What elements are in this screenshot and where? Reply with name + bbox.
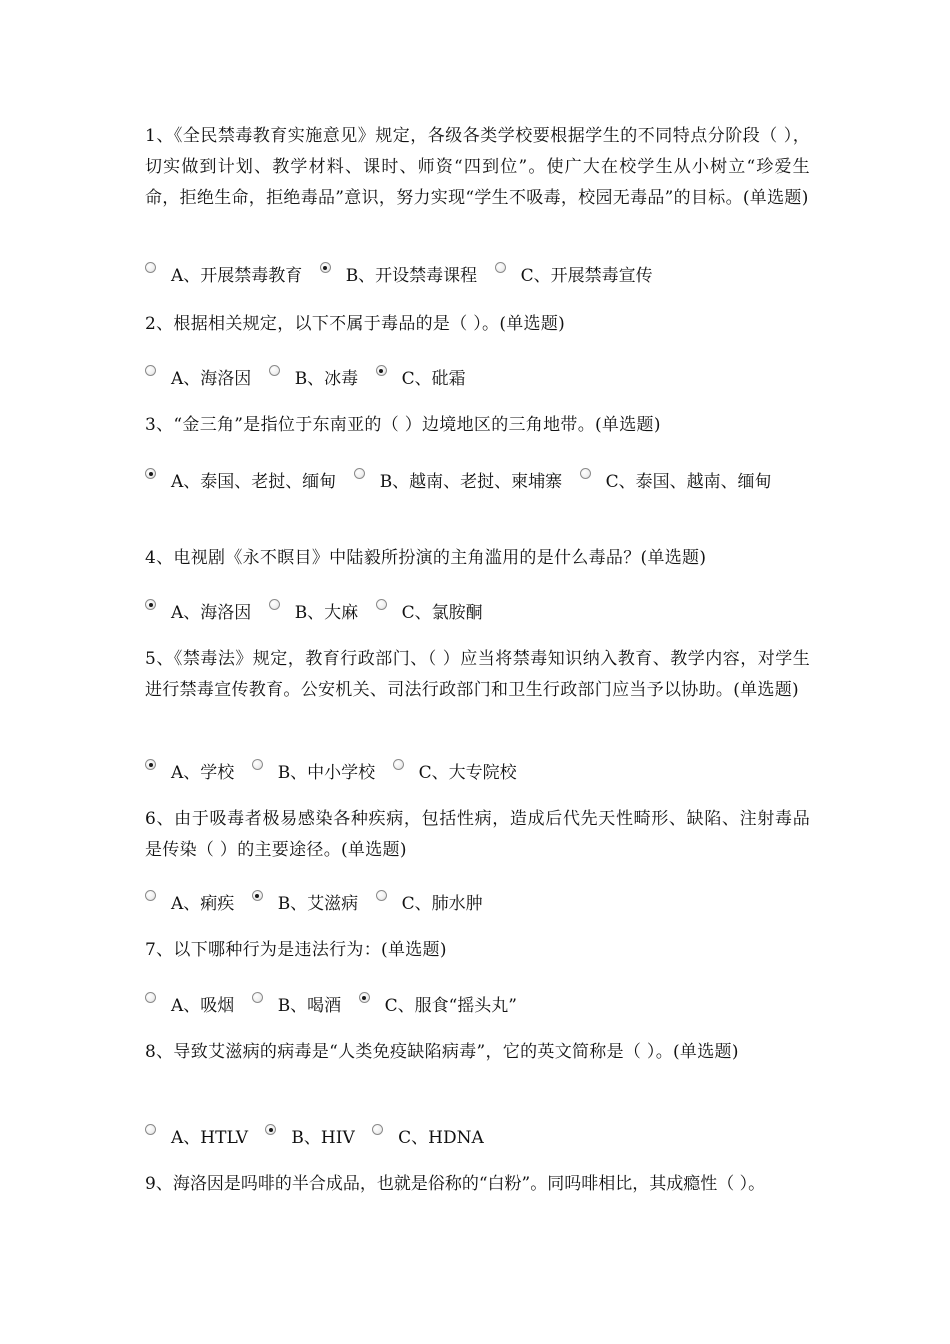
question-8-text: 8、导致艾滋病的病毒是“人类免疫缺陷病毒”，它的英文简称是（ ）。(单选题) — [145, 1042, 739, 1062]
question-6-option-c[interactable] — [376, 894, 483, 914]
question-8-option-b[interactable] — [265, 1128, 354, 1148]
option-label: C、砒霜 — [401, 369, 466, 389]
question-1-option-b[interactable] — [320, 266, 478, 286]
question-5-option-c[interactable] — [393, 763, 517, 783]
question-1-options — [145, 260, 810, 292]
question-7-option-c[interactable] — [359, 996, 517, 1016]
option-label: C、泰国、越南、缅甸 — [605, 472, 772, 492]
radio-unchecked-icon[interactable] — [145, 992, 156, 1003]
radio-unchecked-icon[interactable] — [495, 262, 506, 273]
radio-unchecked-icon[interactable] — [393, 759, 404, 770]
option-label: A、吸烟 — [171, 996, 235, 1016]
option-label: A、泰国、老挝、缅甸 — [171, 472, 337, 492]
option-label: A、海洛因 — [171, 603, 252, 623]
radio-unchecked-icon[interactable] — [252, 759, 263, 770]
option-label: C、肺水肿 — [401, 894, 483, 914]
radio-unchecked-icon[interactable] — [145, 262, 156, 273]
question-1-option-a[interactable] — [145, 266, 302, 286]
radio-unchecked-icon[interactable] — [145, 365, 156, 376]
option-label: B、大麻 — [294, 603, 359, 623]
option-label: B、开设禁毒课程 — [345, 266, 478, 286]
question-2-option-a[interactable] — [145, 369, 251, 389]
option-label: B、冰毒 — [294, 369, 359, 389]
radio-checked-icon[interactable] — [320, 262, 331, 273]
option-label: A、海洛因 — [171, 369, 252, 389]
question-3-option-b[interactable] — [354, 472, 563, 492]
radio-unchecked-icon[interactable] — [376, 890, 387, 901]
question-1-option-c[interactable] — [495, 266, 653, 286]
option-label: B、越南、老挝、柬埔寨 — [379, 472, 563, 492]
question-2-option-b[interactable] — [269, 369, 359, 389]
radio-unchecked-icon[interactable] — [252, 992, 263, 1003]
radio-unchecked-icon[interactable] — [269, 599, 280, 610]
question-6-text: 6、由于吸毒者极易感染各种疾病，包括性病，造成后代先天性畸形、缺陷、注射毒品是传染（ ）的主要途径。(单选题) — [145, 809, 810, 860]
question-2-options — [145, 363, 810, 395]
question-7-text: 7、以下哪种行为是违法行为：(单选题) — [145, 940, 447, 960]
question-4-option-b[interactable] — [269, 603, 359, 623]
radio-checked-icon[interactable] — [145, 759, 156, 770]
radio-checked-icon[interactable] — [359, 992, 370, 1003]
question-3-text: 3、“金三角”是指位于东南亚的（ ）边境地区的三角地带。(单选题) — [145, 415, 661, 435]
question-5-text: 5、《禁毒法》规定，教育行政部门、（ ）应当将禁毒知识纳入教育、教学内容，对学生进行禁毒宣传教育。公安机关、司法行政部门和卫生行政部门应当予以协助。(单选题) — [145, 649, 810, 700]
question-4-text: 4、电视剧《永不瞑目》中陆毅所扮演的主角滥用的是什么毒品？(单选题) — [145, 548, 707, 568]
question-8-option-c[interactable] — [372, 1128, 484, 1148]
option-label: C、HDNA — [398, 1128, 484, 1148]
question-6-option-a[interactable] — [145, 894, 234, 914]
radio-checked-icon[interactable] — [265, 1124, 276, 1135]
question-8-option-a[interactable] — [145, 1128, 248, 1148]
question-7-options — [145, 990, 810, 1022]
radio-unchecked-icon[interactable] — [580, 468, 591, 479]
question-2-option-c[interactable] — [376, 369, 466, 389]
option-label: A、痢疾 — [171, 894, 235, 914]
question-4-options — [145, 597, 810, 629]
option-label: B、喝酒 — [277, 996, 342, 1016]
option-label: C、服食“摇头丸” — [384, 996, 517, 1016]
option-label: A、HTLV — [171, 1128, 248, 1148]
question-2-text: 2、根据相关规定，以下不属于毒品的是（ ）。(单选题) — [145, 314, 566, 334]
radio-unchecked-icon[interactable] — [145, 1124, 156, 1135]
question-6-options — [145, 888, 810, 920]
question-5-option-b[interactable] — [252, 763, 376, 783]
question-8-options — [145, 1122, 810, 1154]
option-label: C、大专院校 — [418, 763, 517, 783]
question-1-text: 1、《全民禁毒教育实施意见》规定，各级各类学校要根据学生的不同特点分阶段（ ），切实做到计划、教学材料、课时、师资“四到位”。使广大在校学生从小树立“珍爱生命，拒绝生命，拒绝毒品”意识，努力实现“学生不吸毒，校园无毒品”的目标。(单选题) — [145, 126, 810, 208]
option-label: C、开展禁毒宣传 — [520, 266, 653, 286]
radio-unchecked-icon[interactable] — [372, 1124, 383, 1135]
question-4-option-c[interactable] — [376, 603, 483, 623]
question-3-option-a[interactable] — [145, 472, 336, 492]
question-4-option-a[interactable] — [145, 603, 251, 623]
radio-unchecked-icon[interactable] — [376, 599, 387, 610]
radio-checked-icon[interactable] — [376, 365, 387, 376]
question-5-options — [145, 757, 810, 789]
question-7-option-a[interactable] — [145, 996, 234, 1016]
question-3-options — [145, 466, 810, 498]
radio-unchecked-icon[interactable] — [145, 890, 156, 901]
radio-unchecked-icon[interactable] — [354, 468, 365, 479]
option-label: B、艾滋病 — [277, 894, 359, 914]
option-label: C、氯胺酮 — [401, 603, 483, 623]
option-label: B、中小学校 — [277, 763, 376, 783]
option-label: A、学校 — [171, 763, 235, 783]
radio-checked-icon[interactable] — [252, 890, 263, 901]
radio-checked-icon[interactable] — [145, 599, 156, 610]
question-6-option-b[interactable] — [252, 894, 359, 914]
option-label: B、HIV — [291, 1128, 355, 1148]
option-label: A、开展禁毒教育 — [171, 266, 303, 286]
question-7-option-b[interactable] — [252, 996, 342, 1016]
radio-unchecked-icon[interactable] — [269, 365, 280, 376]
radio-checked-icon[interactable] — [145, 468, 156, 479]
question-3-option-c[interactable] — [580, 472, 772, 492]
question-5-option-a[interactable] — [145, 763, 234, 783]
question-9-text: 9、海洛因是吗啡的半合成品，也就是俗称的“白粉”。同吗啡相比，其成瘾性（ ）。 — [145, 1174, 766, 1194]
